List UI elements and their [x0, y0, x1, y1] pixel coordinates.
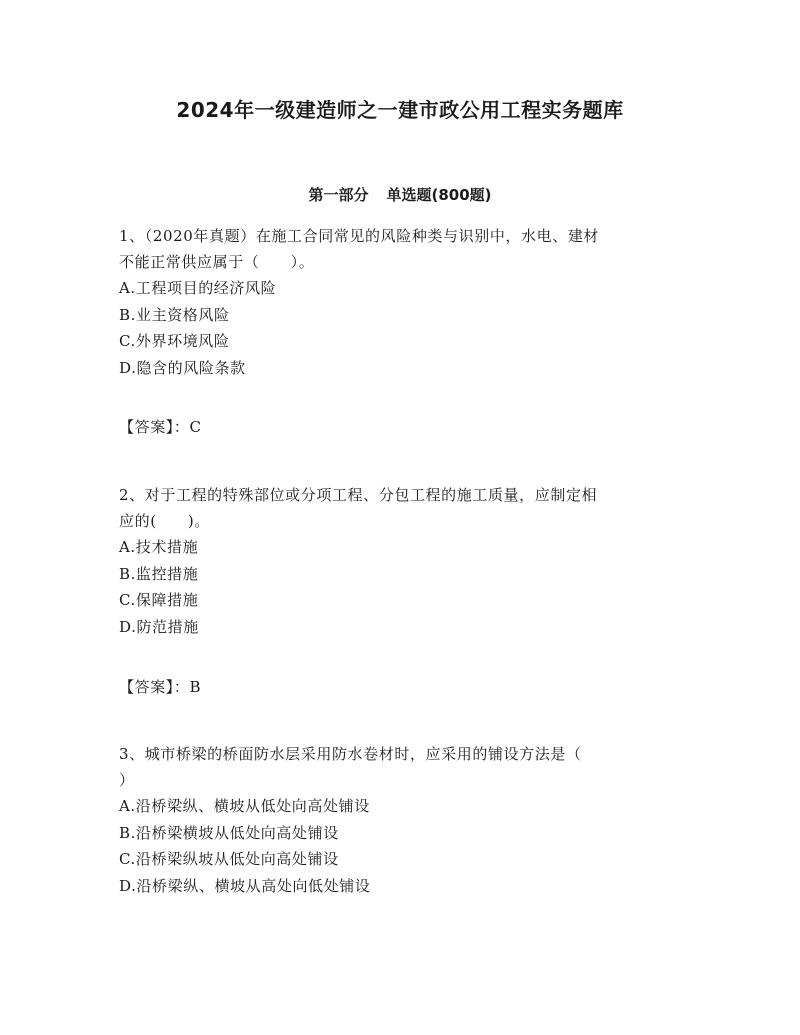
option-b: B.业主资格风险	[119, 305, 230, 324]
question-stem-line: 不能正常供应属于（ ）。	[119, 253, 315, 271]
question-stem	[119, 482, 689, 534]
question-stem	[119, 741, 689, 793]
option-d: D.防范措施	[119, 617, 199, 636]
question-stem-line: 2、对于工程的特殊部位或分项工程、分包工程的施工质量，应制定相	[119, 486, 598, 504]
option-c: C.外界环境风险	[119, 332, 230, 350]
section-title	[0, 184, 800, 205]
document-title: 2024年一级建造师之一建市政公用工程实务题库	[176, 98, 624, 122]
option-a: A.沿桥梁纵、横坡从低处向高处铺设	[119, 797, 370, 815]
answer-1	[119, 414, 202, 440]
question-stem-line: 1、（2020年真题）在施工合同常见的风险种类与识别中，水电、建材	[119, 227, 600, 245]
question-stem-line: ）	[119, 771, 135, 789]
answer-value: B	[189, 678, 202, 696]
question-stem-line: 应的( )。	[119, 512, 210, 530]
answer-2	[119, 674, 201, 700]
option-c: C.保障措施	[119, 591, 199, 609]
question-3	[119, 741, 689, 899]
answer-label: 【答案】：	[119, 678, 190, 696]
answer-value: C	[189, 418, 202, 436]
option-a: A.技术措施	[119, 538, 199, 556]
section-name-label: 单选题(800题)	[386, 186, 492, 204]
option-d: D.沿桥梁纵、横坡从高处向低处铺设	[119, 876, 371, 895]
question-stem	[119, 223, 689, 275]
question-1	[119, 223, 689, 381]
option-b: B.沿桥梁横坡从低处向高处铺设	[119, 823, 339, 842]
option-a: A.工程项目的经济风险	[119, 279, 277, 297]
option-d: D.隐含的风险条款	[119, 358, 246, 377]
answer-label: 【答案】：	[119, 418, 190, 436]
question-2	[119, 482, 689, 640]
section-part-label: 第一部分	[308, 186, 369, 204]
option-c: C.沿桥梁纵坡从低处向高处铺设	[119, 850, 339, 868]
option-b: B.监控措施	[119, 564, 199, 583]
question-stem-line: 3、城市桥梁的桥面防水层采用防水卷材时，应采用的铺设方法是（	[119, 745, 582, 763]
